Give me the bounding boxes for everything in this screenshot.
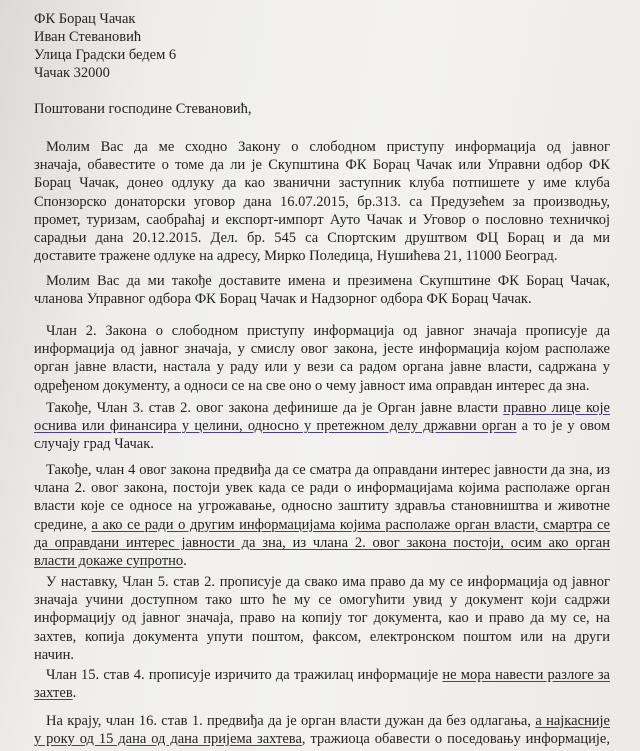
text-line: На крају, члан 16. став 1. предвиђа да је орган власти дужан да без одлагања, а најкасније bbox=[46, 713, 610, 729]
paragraph-article-4 bbox=[34, 461, 610, 570]
text-line: захтев, копија документа упути поштом, факсом, електронском поштом или на други bbox=[34, 628, 610, 645]
underlined-text: да оправдани интерес јавности да зна, из члана 2. овог закона постоји, осим ако орган bbox=[34, 534, 610, 551]
paragraph-names-request bbox=[34, 272, 610, 308]
text-line: средине, а ако се ради о другим информацијама којима располаже орган власти, смартра се bbox=[34, 516, 610, 533]
underlined-text: а ако се ради о другим информацијама којима располаже орган власти, смартра се bbox=[91, 516, 610, 533]
recipient-address bbox=[34, 10, 176, 82]
text-line: одређеном документу, а односи се на све оно о чему јавност има оправдан интерес да зна. bbox=[34, 377, 590, 394]
text-line: промет, туризам, саобраћај и експорт-импорт Ауто Чачак и Уговор о пословно техничкој bbox=[34, 211, 610, 228]
text-line: оснива или финансира у целини, односно у претежном делу државни орган а то је у овом bbox=[34, 418, 610, 435]
underlined-text: правно лице које bbox=[503, 400, 610, 416]
underlined-text: захтев bbox=[34, 685, 73, 702]
text-line: Такође, члан 4 овог закона предвиђа да се сматра да оправдани интерес јавности да зна, из bbox=[46, 462, 610, 478]
text-line: члана 2. овог закона, постоји увек када се ради о информацијама којима располаже орган bbox=[34, 480, 610, 497]
text-line: власти докаже супротно. bbox=[34, 553, 187, 570]
salutation: Поштовани господине Стевановић, bbox=[34, 101, 252, 117]
text-line: чланова Управног одбора ФК Борац Чачак и Надзорног одбора ФК Борац Чачак. bbox=[34, 291, 532, 308]
recipient-organization: ФК Борац Чачак bbox=[34, 11, 136, 27]
text-line: У наставку, Члан 5. став 2. прописује да свако има право да му се информација од јавног bbox=[46, 574, 610, 590]
paragraph-article-15 bbox=[34, 666, 610, 702]
text-line: Члан 2. Закона о слободном приступу информација од јавног значаја прописује да bbox=[46, 323, 610, 339]
recipient-city: Чачак 32000 bbox=[34, 65, 110, 81]
text-line: орган јавне власти, настала у раду или у вези са радом органа јавне власти, садржана у bbox=[34, 359, 610, 376]
text-line: информација од јавног значаја, у смислу овог закона, јесте информација којом располаже bbox=[34, 341, 610, 358]
underlined-text: оснива или финансира у целини, односно у претежном делу државни орган bbox=[34, 418, 517, 435]
text-line: случају град Чачак. bbox=[34, 436, 154, 453]
text-line: сарадњи дана 20.12.2015. Дел. бр. 545 са Спортским друштвом ФЦ Борац и да ми bbox=[34, 230, 610, 247]
text-line: значаја учини доступном тако што ће му се омогућити увид у документ који садржи bbox=[34, 592, 610, 609]
text-line: у року од 15 дана од дана пријема захтева, тражиоца обавести о поседовању информације, bbox=[34, 731, 610, 748]
text-line: Члан 15. став 4. прописује изричито да тражилац информације не мора навести разлоге за bbox=[46, 667, 610, 683]
text-line: Молим Вас да ме сходно Закону о слободном приступу информација од јавног bbox=[46, 139, 610, 155]
text-line: доставите тражене одлуке на адресу, Мирко Поледица, Нушићева 21, 11000 Београд. bbox=[34, 248, 558, 265]
text-line: Такође, Члан 3. став 2. овог закона дефинише да је Орган јавне власти правно лице које bbox=[46, 400, 610, 416]
text-line bbox=[34, 534, 610, 552]
text-line: значаја, обавестите о томе да ли је Скупштина ФК Борац Чачак или Управни одбор ФК bbox=[34, 157, 610, 174]
text-line: информацију од јавног значаја, право на копију тог документа, као и право да му се, на bbox=[34, 610, 610, 627]
paragraph-request bbox=[34, 138, 610, 265]
underlined-text: не мора навести разлоге за bbox=[442, 667, 610, 683]
text-line: власти које се односе на угрожавање, односно заштиту здравља становништва и животне bbox=[34, 498, 610, 515]
text-line: Спонзорско донаторски уговор дана 16.07.2015, бр.313. са Предузећем за производњу, bbox=[34, 193, 610, 210]
recipient-street: Улица Градски бедем 6 bbox=[34, 47, 177, 63]
text-line: Молим Вас да ми такође доставите имена и презимена Скупштине ФК Борац Чачак, bbox=[46, 273, 610, 289]
paragraph-article-3 bbox=[34, 399, 610, 454]
underlined-text: у року од 15 дана од дана пријема захтева bbox=[34, 731, 302, 748]
text-line: начин. bbox=[34, 646, 75, 663]
paragraph-article-2 bbox=[34, 322, 610, 395]
underlined-text: а најкасније bbox=[535, 713, 610, 729]
recipient-name: Иван Стевановић bbox=[34, 29, 142, 45]
underlined-text: власти докаже супротно bbox=[34, 553, 184, 570]
paragraph-article-5 bbox=[34, 573, 610, 664]
text-line: Борац Чачак, донео одлуку да као званични заступник клуба потпишете у име клуба bbox=[34, 175, 610, 192]
paragraph-article-16 bbox=[34, 712, 610, 748]
text-line: захтев. bbox=[34, 685, 77, 702]
